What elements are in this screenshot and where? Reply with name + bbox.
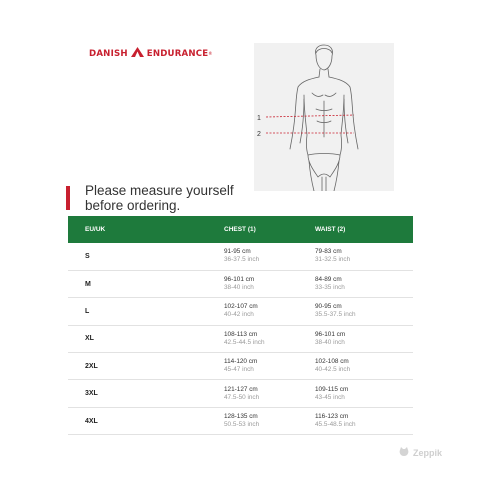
chest-inch: 45-47 inch [224, 366, 254, 374]
chest-inch: 36-37.5 inch [224, 256, 260, 264]
waist-cm: 116-123 cm [315, 413, 349, 421]
size-cell: XL [85, 335, 94, 343]
size-table [68, 216, 413, 435]
table-row [68, 298, 413, 325]
chest-cm: 128-135 cm [224, 413, 258, 421]
size-cell: L [85, 307, 90, 315]
waist-inch: 40-42.5 inch [315, 366, 351, 374]
size-cell: 2XL [85, 362, 98, 370]
cat-icon [398, 446, 410, 460]
waist-inch: 45.5-48.5 inch [315, 421, 356, 429]
chest-inch: 40-42 inch [224, 311, 254, 319]
chest-inch: 42.5-44.5 inch [224, 338, 265, 346]
waist-cm: 84-89 cm [315, 276, 342, 284]
brand-name-right: ENDURANCE [146, 48, 209, 59]
table-row [68, 380, 413, 407]
column-header-size: EU/UK [85, 226, 106, 233]
chest-cm: 96-101 cm [224, 276, 255, 284]
size-cell: 4XL [85, 417, 98, 425]
chest-cell [224, 380, 315, 407]
table-row [68, 325, 413, 352]
brand-name-left: DANISH [89, 48, 128, 59]
size-cell: M [85, 280, 91, 288]
size-cell: 3XL [85, 390, 98, 398]
brand-logo [89, 47, 213, 60]
chest-cell [224, 353, 315, 380]
size-cell: S [85, 252, 90, 260]
chest-inch: 47.5-50 inch [224, 393, 260, 401]
waist-cell [315, 353, 413, 380]
watermark [398, 446, 442, 460]
chest-cm: 108-113 cm [224, 330, 258, 338]
table-row [68, 243, 413, 270]
body-outline-illustration [254, 43, 394, 191]
watermark-text: Zeppik [413, 448, 443, 458]
waist-cell [315, 380, 413, 407]
chest-cell [224, 407, 315, 434]
table-row [68, 407, 413, 434]
page-title [85, 183, 265, 213]
chest-inch: 50.5-53 inch [224, 421, 260, 429]
mountain-icon [131, 47, 144, 60]
chest-cm: 91-95 cm [224, 248, 251, 256]
heading-accent-bar [66, 186, 70, 210]
waist-inch: 33-35 inch [315, 284, 345, 292]
waist-cell [315, 325, 413, 352]
waist-inch: 38-40 inch [315, 338, 345, 346]
table-header-row [68, 216, 413, 243]
column-header-waist: WAIST (2) [315, 226, 346, 233]
waist-cell [315, 298, 413, 325]
chest-cm: 102-107 cm [224, 303, 258, 311]
table-row [68, 353, 413, 380]
waist-inch: 35.5-37.5 inch [315, 311, 356, 319]
heading-line-2: before ordering. [85, 198, 181, 213]
waist-cell [315, 270, 413, 297]
table-row [68, 270, 413, 297]
chest-cell [224, 270, 315, 297]
waist-cm: 109-115 cm [315, 385, 349, 393]
waist-cm: 90-95 cm [315, 303, 342, 311]
marker-waist: 2 [257, 131, 261, 138]
chest-cell [224, 298, 315, 325]
waist-inch: 43-45 inch [315, 393, 345, 401]
column-header-chest: CHEST (1) [224, 226, 256, 233]
chest-inch: 38-40 inch [224, 284, 254, 292]
registered-mark: ® [208, 51, 213, 56]
waist-cm: 96-101 cm [315, 330, 346, 338]
chest-cm: 121-127 cm [224, 385, 258, 393]
body-figure [254, 43, 394, 191]
waist-inch: 31-32.5 inch [315, 256, 351, 264]
chest-cell [224, 325, 315, 352]
waist-cell [315, 243, 413, 270]
waist-cm: 102-108 cm [315, 358, 349, 366]
chest-cm: 114-120 cm [224, 358, 258, 366]
waist-cell [315, 407, 413, 434]
heading-line-1: Please measure yourself [85, 183, 234, 198]
marker-chest: 1 [257, 115, 261, 122]
waist-cm: 79-83 cm [315, 248, 342, 256]
chest-cell [224, 243, 315, 270]
